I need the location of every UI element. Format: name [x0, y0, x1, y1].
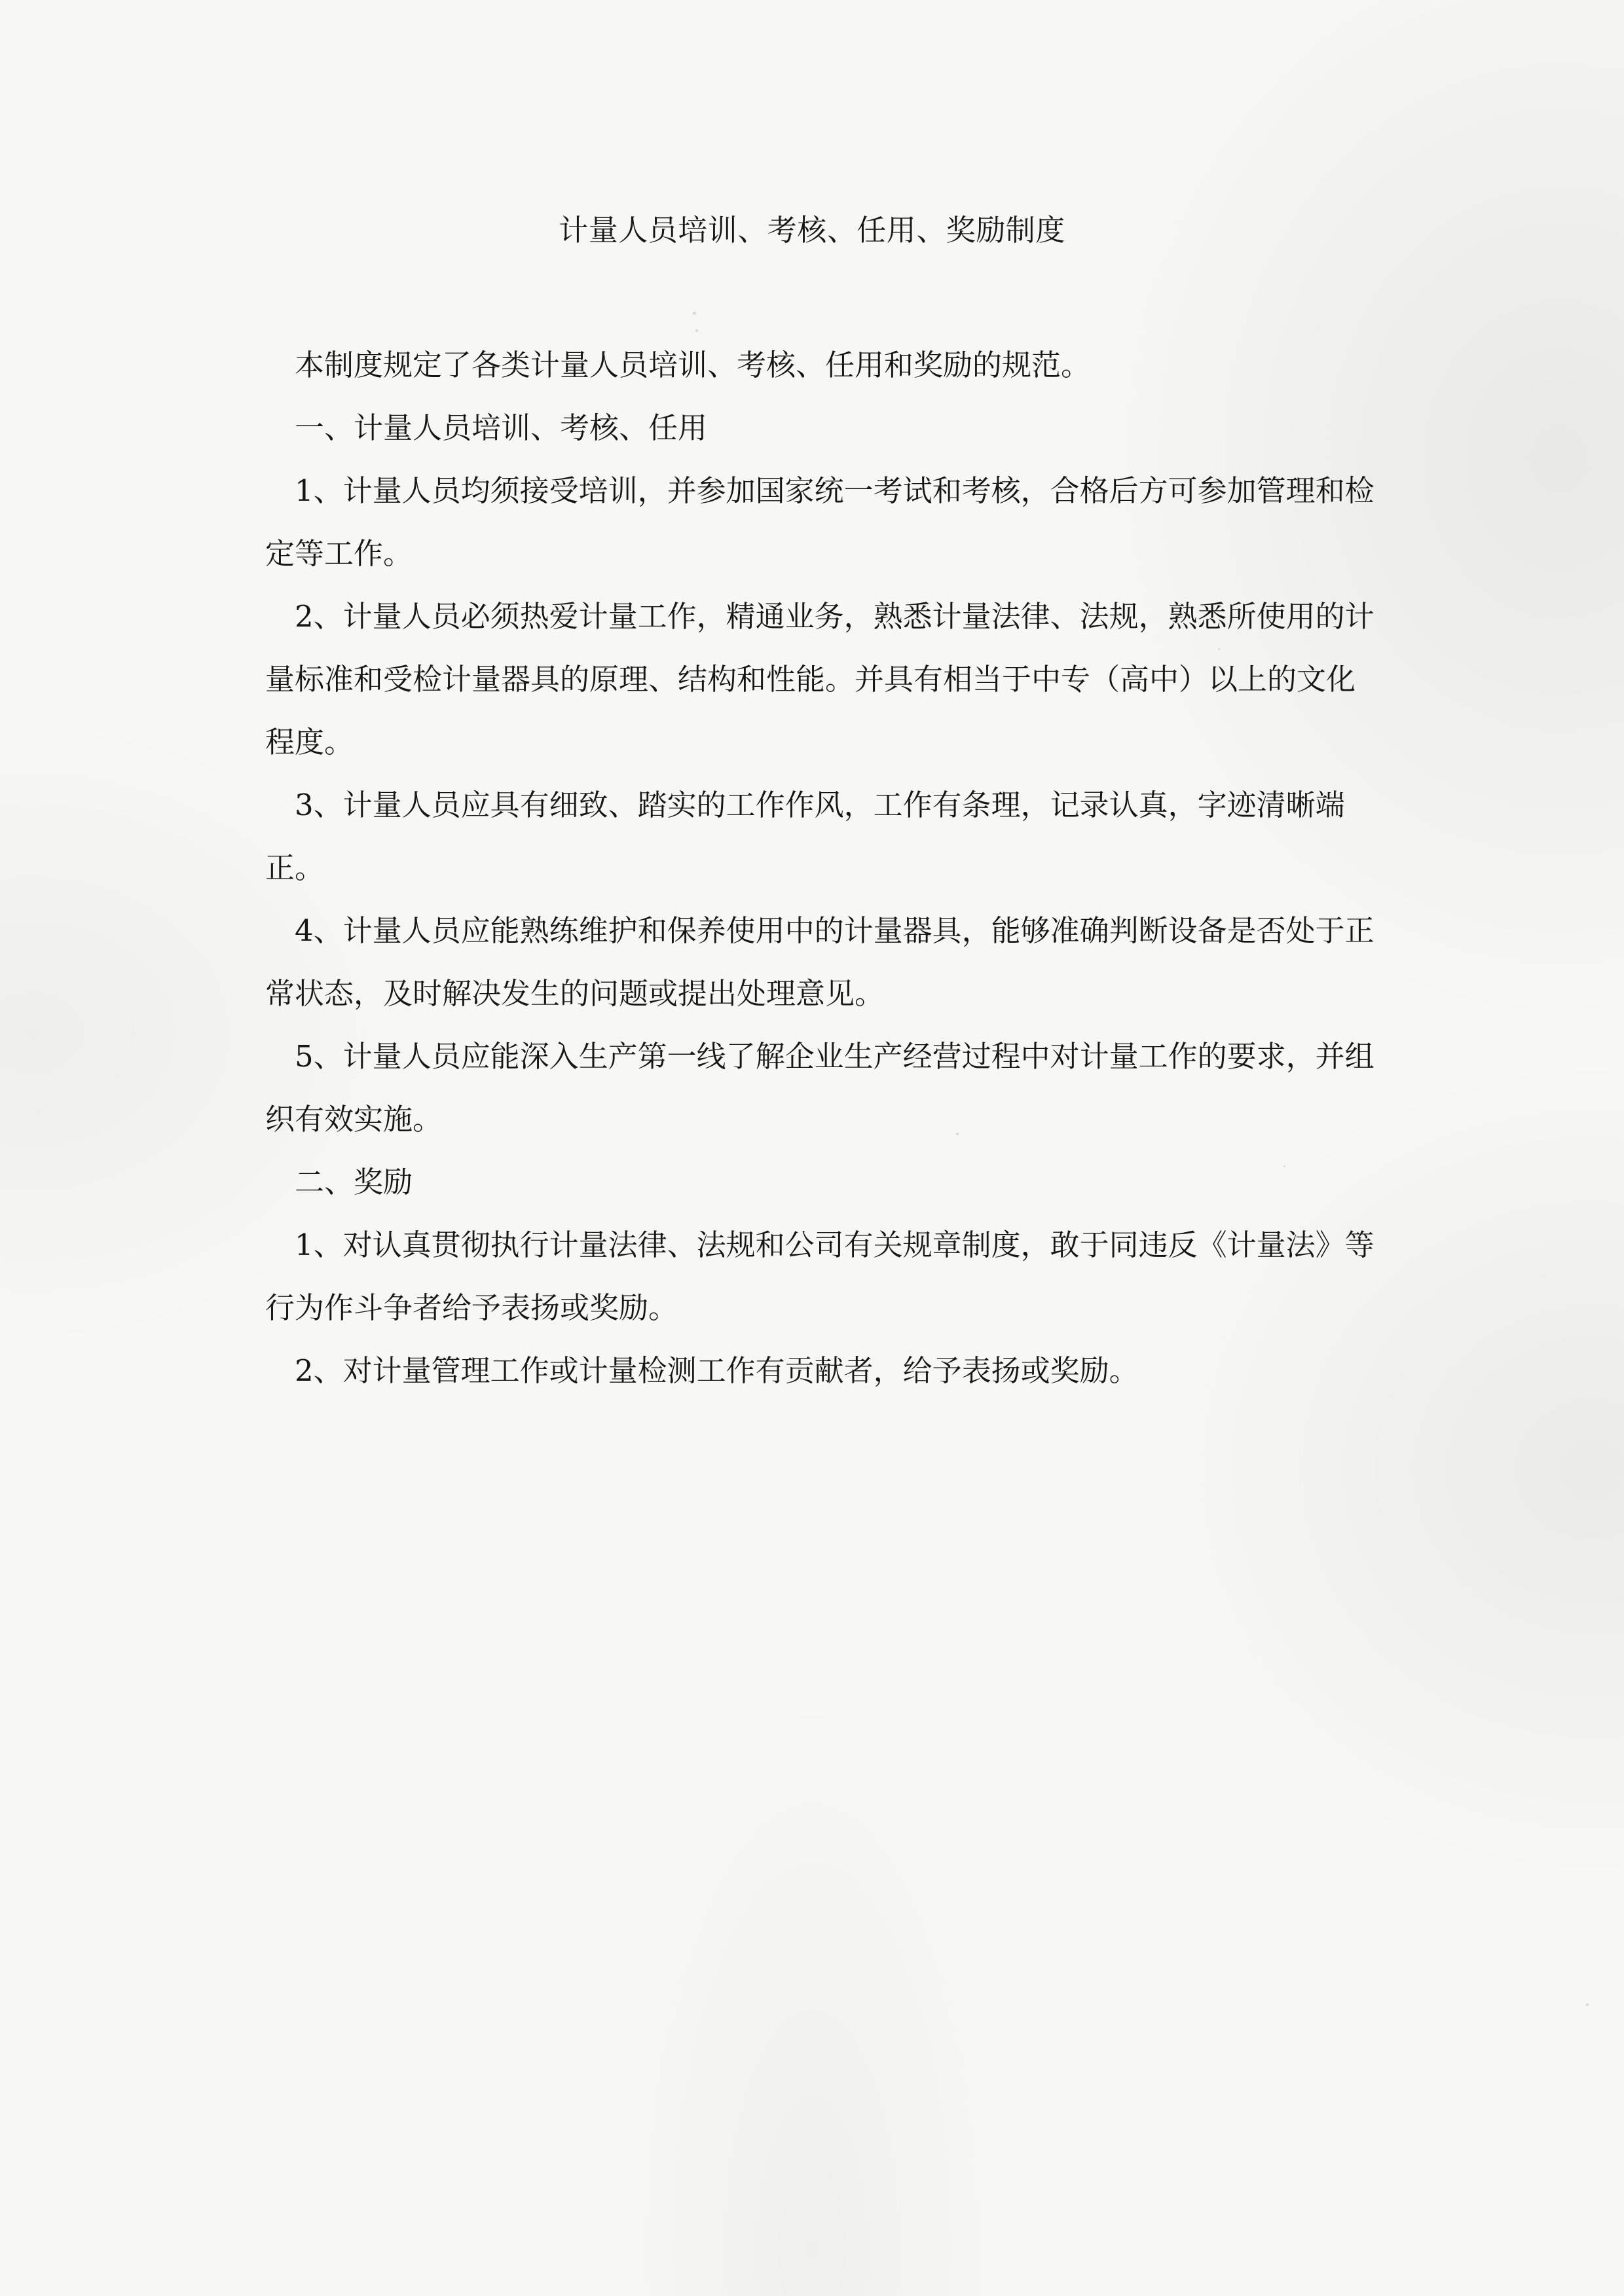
- training-item-4: 4、计量人员应能熟练维护和保养使用中的计量器具，能够准确判断设备是否处于正常状态，及时解决发生的问题或提出处理意见。: [265, 913, 1375, 1011]
- section-heading-training: 一、计量人员培训、考核、任用: [295, 410, 708, 445]
- training-item-3: 3、计量人员应具有细致、踏实的工作作风，工作有条理，记录认真，字迹清晰端正。: [265, 788, 1345, 885]
- document-body: [265, 334, 1378, 1402]
- section-heading-reward: 二、奖励: [295, 1165, 413, 1199]
- document-title: 计量人员培训、考核、任用、奖励制度: [559, 213, 1065, 247]
- scan-speckle: [695, 329, 698, 332]
- scan-speckle: [1586, 2003, 1589, 2006]
- training-item-5: 5、计量人员应能深入生产第一线了解企业生产经营过程中对计量工作的要求，并组织有效实施。: [265, 1039, 1375, 1137]
- reward-item-1: 1、对认真贯彻执行计量法律、法规和公司有关规章制度，敢于同违反《计量法》等行为作斗争者给予表扬或奖励。: [265, 1228, 1375, 1325]
- reward-item-2: 2、对计量管理工作或计量检测工作有贡献者，给予表扬或奖励。: [295, 1353, 1139, 1388]
- scan-speckle: [693, 312, 696, 315]
- training-item-2: 2、计量人员必须热爱计量工作，精通业务，熟悉计量法律、法规，熟悉所使用的计量标准和受检计量器具的原理、结构和性能。并具有相当于中专（高中）以上的文化程度。: [265, 599, 1375, 759]
- training-item-1: 1、计量人员均须接受培训，并参加国家统一考试和考核，合格后方可参加管理和检定等工作。: [265, 473, 1375, 571]
- intro-paragraph: 本制度规定了各类计量人员培训、考核、任用和奖励的规范。: [295, 348, 1091, 382]
